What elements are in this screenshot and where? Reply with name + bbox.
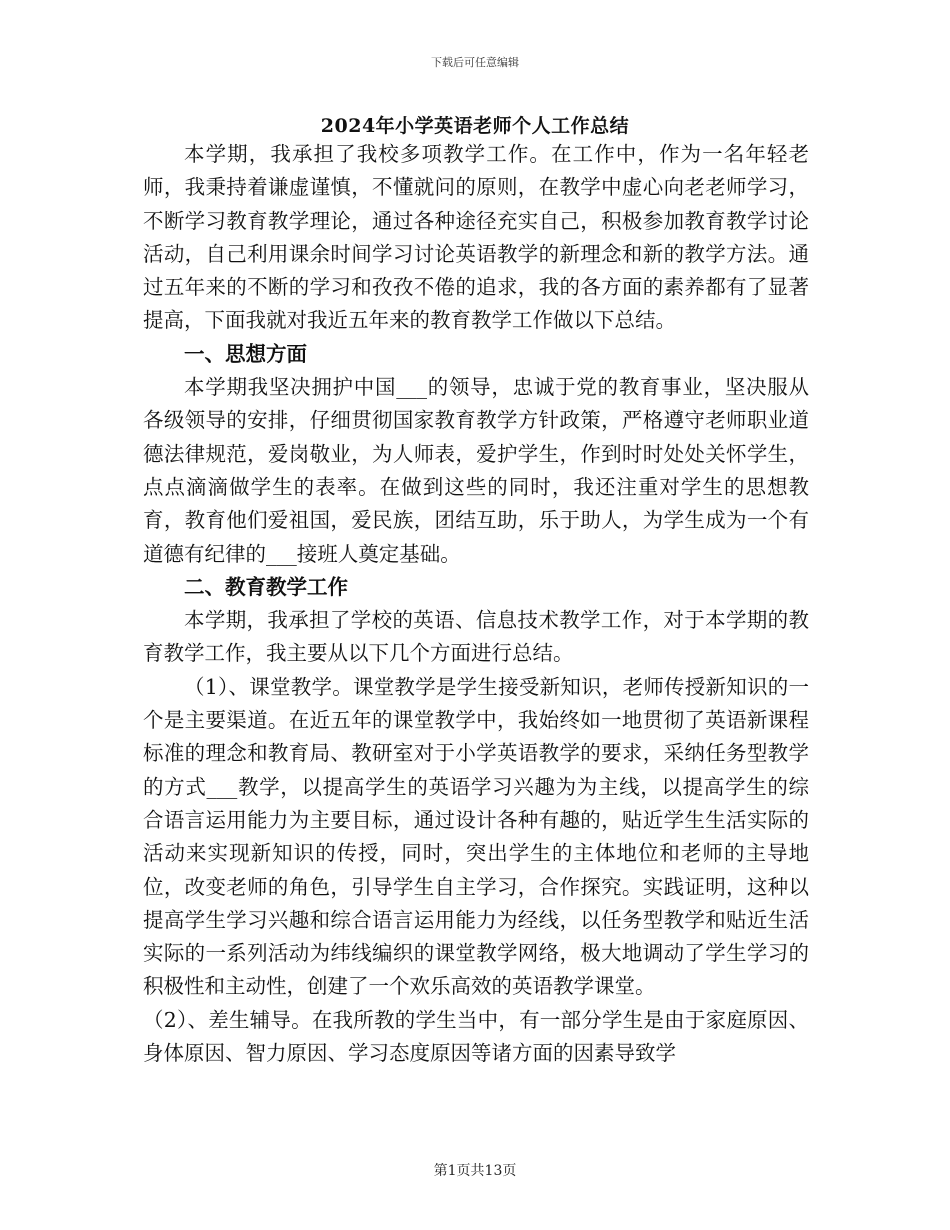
page-footer: 第1页共13页 xyxy=(433,1163,517,1179)
document-body xyxy=(143,138,809,1070)
section-heading-teaching: 二、教育教学工作 xyxy=(184,574,348,599)
student-tutoring-paragraph: （2）、差生辅导。在我所教的学生当中，有一部分学生是由于家庭原因、身体原因、智力原因、学习态度原因等诸方面的因素导致学 xyxy=(143,1007,809,1066)
document-title: 2024年小学英语老师个人工作总结 xyxy=(320,115,630,137)
header-note: 下载后可任意编辑 xyxy=(431,56,519,69)
ideology-paragraph: 本学期我坚决拥护中国___的领导，忠诚于党的教育事业，坚决服从各级领导的安排，仔细贯彻国家教育教学方针政策，严格遵守老师职业道德法律规范，爱岗敬业，为人师表，爱护学生，作到时时处处关怀学生，点点滴滴做学生的表率。在做到这些的同时，我还注重对学生的思想教育，教育他们爱祖国，爱民族，团结互助，乐于助人，为学生成为一个有道德有纪律的___接班人奠定基础。 xyxy=(143,375,809,566)
intro-paragraph: 本学期，我承担了我校多项教学工作。在工作中，作为一名年轻老师，我秉持着谦虚谨慎，不懂就问的原则，在教学中虚心向老老师学习，不断学习教育教学理论，通过各种途径充实自己，积极参加教育教学讨论活动，自己利用课余时间学习讨论英语教学的新理念和新的教学方法。通过五年来的不断的学习和孜孜不倦的追求，我的各方面的素养都有了显著提高，下面我就对我近五年来的教育教学工作做以下总结。 xyxy=(143,142,809,333)
classroom-teaching-paragraph: （1）、课堂教学。课堂教学是学生接受新知识，老师传授新知识的一个是主要渠道。在近五年的课堂教学中，我始终如一地贯彻了英语新课程标准的理念和教育局、教研室对于小学英语教学的要求，采纳任务型教学的方式___教学，以提高学生的英语学习兴趣为为主线，以提高学生的综合语言运用能力为主要目标，通过设计各种有趣的，贴近学生生活实际的活动来实现新知识的传授，同时，突出学生的主体地位和老师的主导地位，改变老师的角色，引导学生自主学习，合作探究。实践证明，这种以提高学生学习兴趣和综合语言运用能力为经线，以任务型教学和贴近生活实际的一系列活动为纬线编织的课堂教学网络，极大地调动了学生学习的积极性和主动性，创建了一个欢乐高效的英语教学课堂。 xyxy=(143,674,809,999)
teaching-intro-paragraph: 本学期，我承担了学校的英语、信息技术教学工作，对于本学期的教育教学工作，我主要从以下几个方面进行总结。 xyxy=(143,608,809,666)
section-heading-ideology: 一、思想方面 xyxy=(184,341,307,366)
